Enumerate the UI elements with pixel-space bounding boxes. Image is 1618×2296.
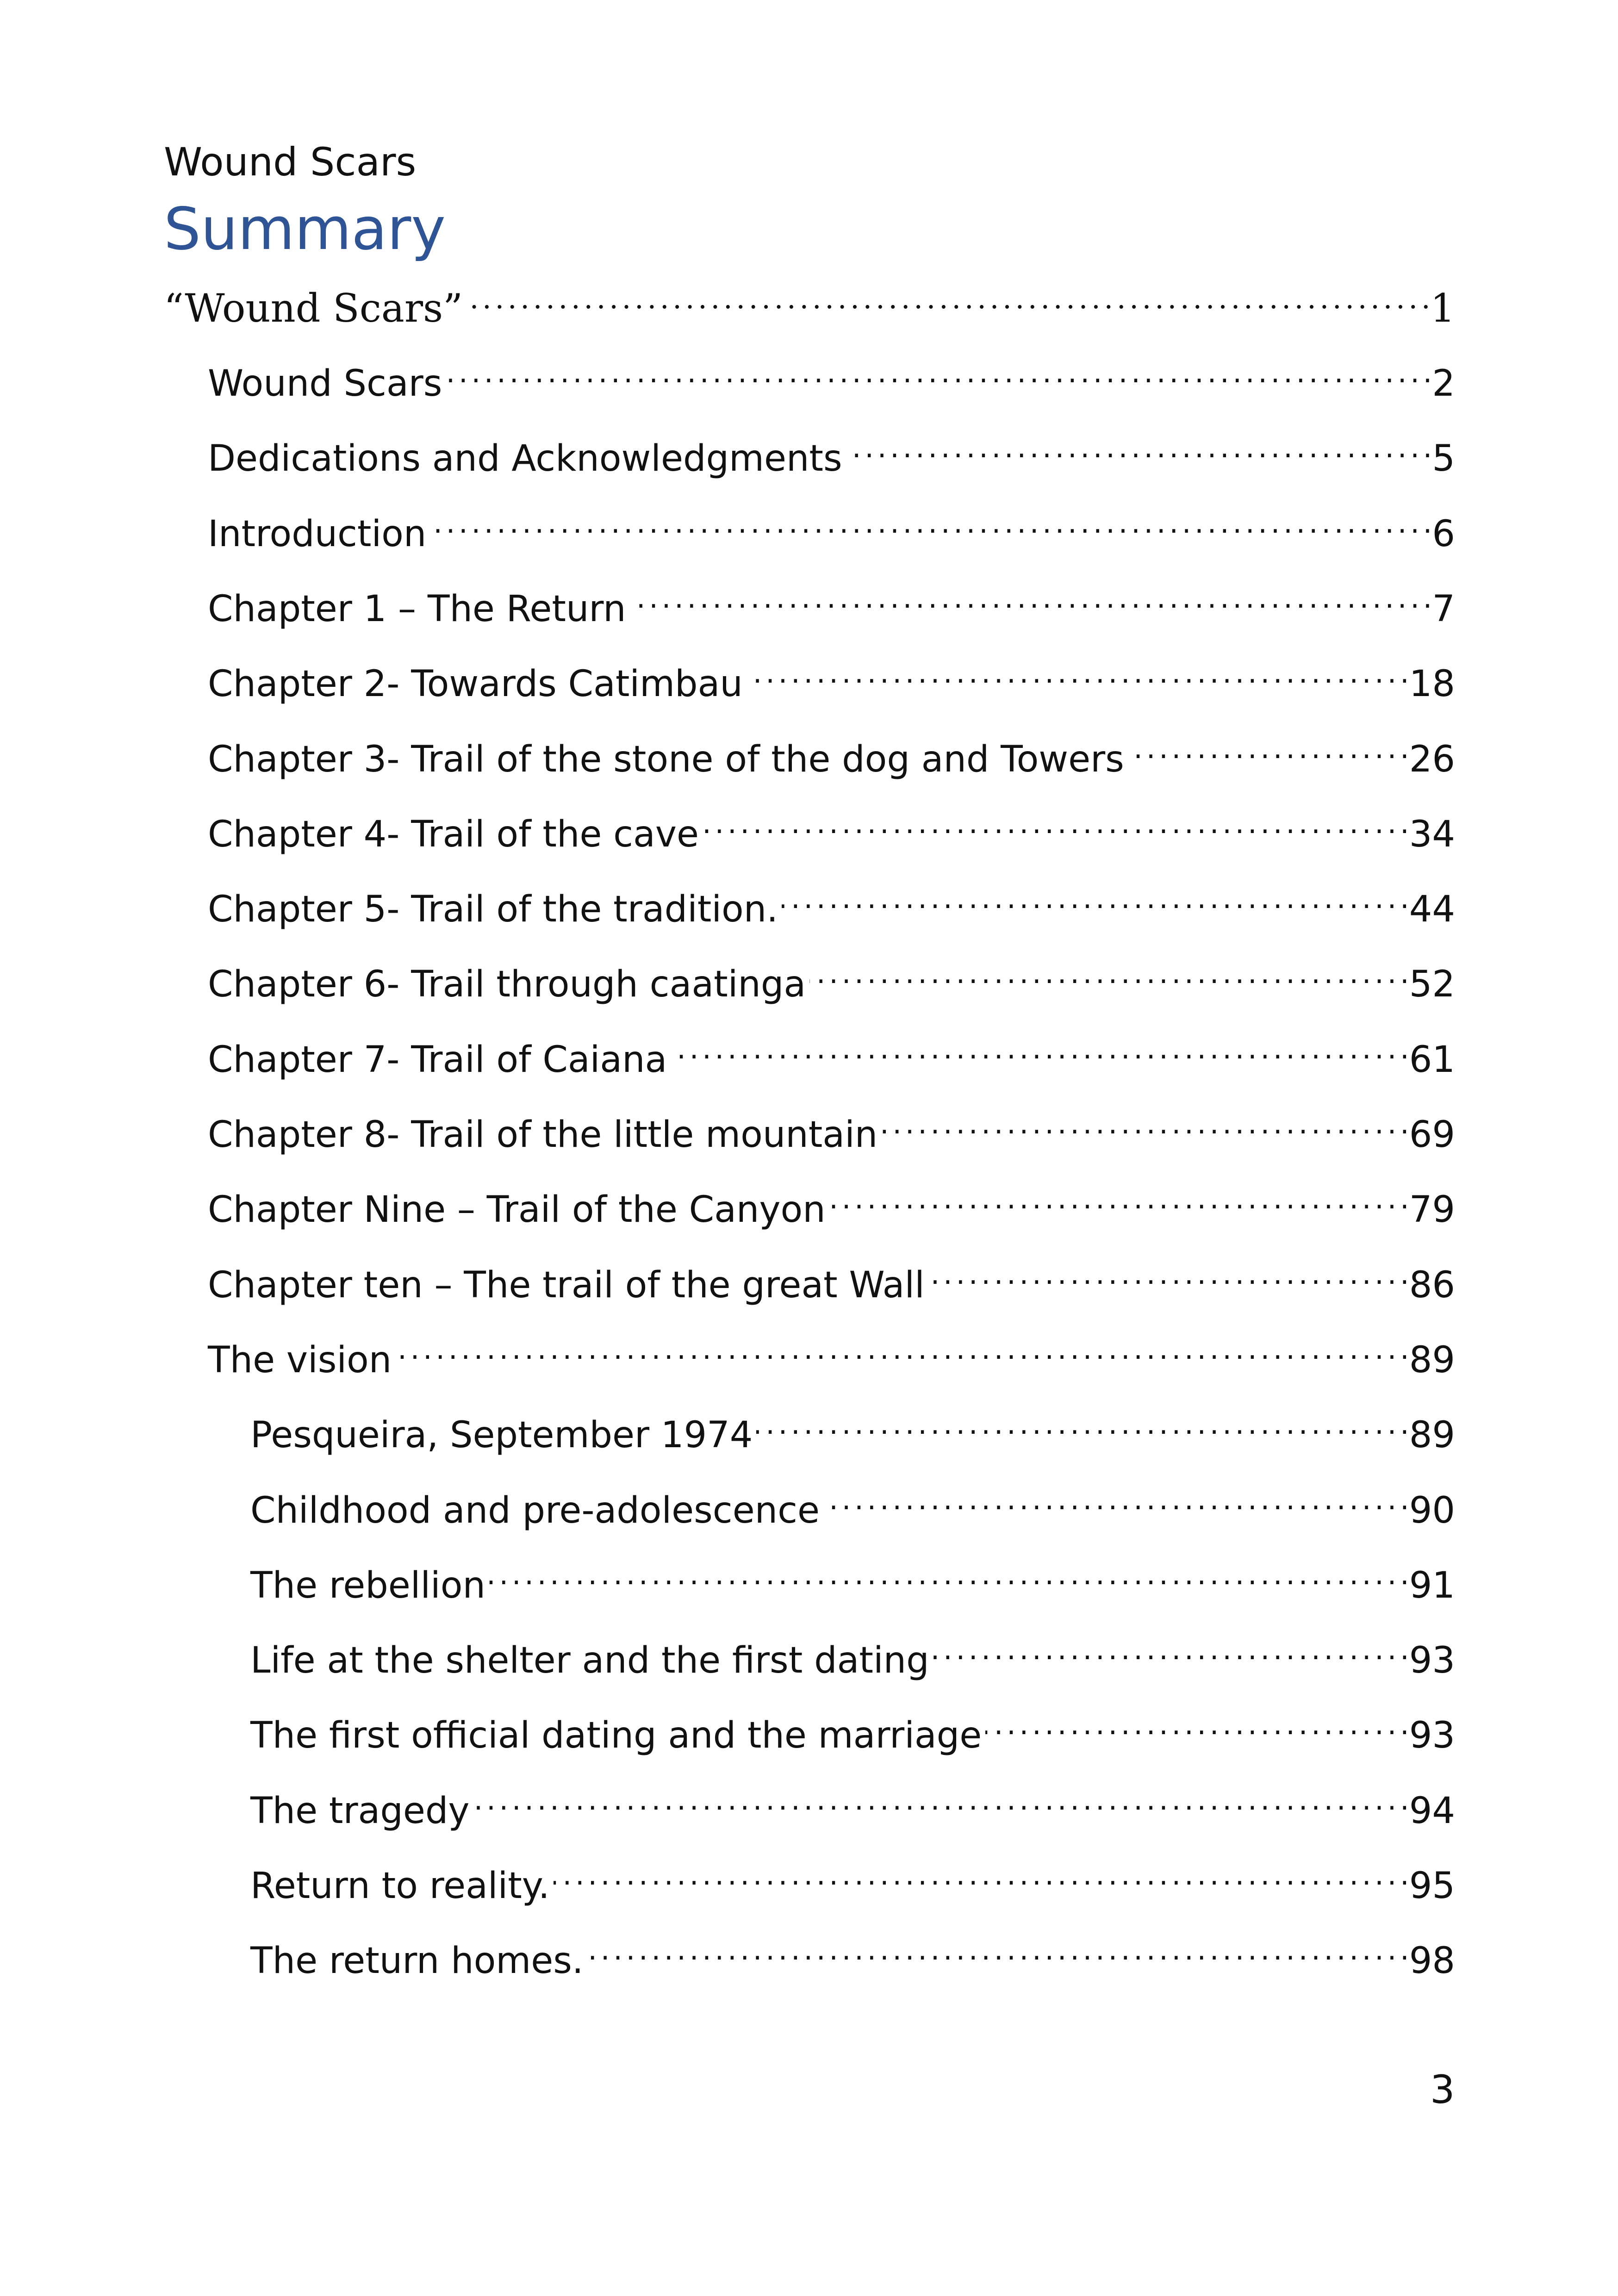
toc-entry-page-number: 18 xyxy=(1409,663,1455,705)
toc-entry[interactable] xyxy=(208,645,1455,709)
toc-dot-leader xyxy=(1128,721,1406,772)
toc-entry-page-number: 90 xyxy=(1409,1490,1455,1531)
toc-entry-page-number: 93 xyxy=(1409,1640,1455,1681)
toc-entry-page-number: 7 xyxy=(1432,588,1455,630)
toc-dot-leader xyxy=(395,1321,1406,1372)
toc-entry-page-number: 6 xyxy=(1432,513,1455,555)
toc-entry-page-number: 61 xyxy=(1409,1039,1455,1081)
toc-entry[interactable] xyxy=(250,1772,1455,1836)
toc-entry[interactable] xyxy=(250,1847,1455,1911)
toc-entry-title: Wound Scars xyxy=(208,363,442,404)
toc-entry-title: Chapter 4- Trail of the cave xyxy=(208,814,699,855)
toc-entry-title: “Wound Scars” xyxy=(164,286,463,331)
toc-entry-page-number: 2 xyxy=(1432,363,1455,404)
toc-dot-leader xyxy=(985,1697,1406,1748)
toc-dot-leader xyxy=(467,271,1428,322)
toc-entry-title: The tragedy xyxy=(250,1790,470,1832)
toc-entry[interactable] xyxy=(208,946,1455,1010)
toc-entry-page-number: 91 xyxy=(1409,1565,1455,1606)
toc-entry-page-number: 44 xyxy=(1409,889,1455,930)
toc-entry[interactable] xyxy=(208,721,1455,785)
toc-entry[interactable] xyxy=(208,796,1455,860)
toc-entry[interactable] xyxy=(164,271,1455,334)
toc-entry-title: Chapter 8- Trail of the little mountain xyxy=(208,1114,878,1156)
toc-entry-page-number: 98 xyxy=(1409,1940,1455,1982)
toc-dot-leader xyxy=(473,1772,1406,1823)
toc-dot-leader xyxy=(809,946,1406,996)
toc-entry-page-number: 79 xyxy=(1409,1189,1455,1231)
toc-dot-leader xyxy=(446,345,1429,396)
toc-dot-leader xyxy=(933,1622,1406,1673)
toc-dot-leader xyxy=(587,1922,1406,1973)
toc-entry-page-number: 52 xyxy=(1409,964,1455,1005)
toc-dot-leader xyxy=(671,1021,1406,1072)
toc-entry-title: Chapter ten – The trail of the great Wall xyxy=(208,1264,925,1306)
toc-dot-leader xyxy=(747,645,1406,696)
toc-entry-page-number: 94 xyxy=(1409,1790,1455,1832)
toc-dot-leader xyxy=(846,420,1430,471)
toc-entry-page-number: 89 xyxy=(1409,1339,1455,1381)
toc-entry-page-number: 1 xyxy=(1430,286,1455,331)
toc-entry-title: Introduction xyxy=(208,513,427,555)
toc-entry-title: Dedications and Acknowledgments xyxy=(208,438,842,479)
toc-dot-leader xyxy=(829,1171,1406,1222)
toc-entry-page-number: 95 xyxy=(1409,1865,1455,1907)
toc-dot-leader xyxy=(703,796,1406,846)
summary-title: Summary xyxy=(164,195,446,263)
running-head: Wound Scars xyxy=(164,139,417,185)
toc-dot-leader xyxy=(881,1096,1406,1147)
toc-entry-page-number: 93 xyxy=(1409,1715,1455,1756)
toc-dot-leader xyxy=(489,1547,1406,1598)
toc-entry[interactable] xyxy=(250,1547,1455,1611)
toc-entry-title: Childhood and pre-adolescence xyxy=(250,1490,820,1531)
toc-dot-leader xyxy=(554,1847,1406,1898)
toc-entry-title: Chapter 7- Trail of Caiana xyxy=(208,1039,667,1081)
toc-entry-page-number: 5 xyxy=(1432,438,1455,479)
toc-entry-title: Chapter 3- Trail of the stone of the dog and Towers xyxy=(208,739,1124,780)
toc-entry-title: Return to reality. xyxy=(250,1865,550,1907)
toc-entry[interactable] xyxy=(208,871,1455,935)
toc-entry-title: Chapter 5- Trail of the tradition. xyxy=(208,889,778,930)
toc-entry-title: Life at the shelter and the first dating xyxy=(250,1640,929,1681)
page-number: 3 xyxy=(1430,2067,1455,2112)
toc-entry-title: The return homes. xyxy=(250,1940,584,1982)
toc-entry-title: Chapter 2- Towards Catimbau xyxy=(208,663,743,705)
toc-entry-title: The rebellion xyxy=(250,1565,485,1606)
toc-dot-leader xyxy=(928,1246,1406,1297)
toc-entry-page-number: 69 xyxy=(1409,1114,1455,1156)
toc-entry[interactable] xyxy=(250,1472,1455,1536)
toc-entry-page-number: 89 xyxy=(1409,1414,1455,1456)
toc-entry[interactable] xyxy=(208,1321,1455,1386)
toc-entry-title: Chapter 6- Trail through caatinga xyxy=(208,964,806,1005)
toc-dot-leader xyxy=(782,871,1406,921)
toc-entry[interactable] xyxy=(250,1922,1455,1986)
toc-entry[interactable] xyxy=(208,495,1455,560)
toc-dot-leader xyxy=(430,495,1429,546)
toc-entry[interactable] xyxy=(250,1697,1455,1761)
toc-entry[interactable] xyxy=(208,345,1455,409)
toc-entry-title: Pesqueira, September 1974 xyxy=(250,1414,753,1456)
toc-entry-title: Chapter Nine – Trail of the Canyon xyxy=(208,1189,826,1231)
toc-entry-page-number: 34 xyxy=(1409,814,1455,855)
toc-dot-leader xyxy=(823,1472,1406,1523)
toc-entry[interactable] xyxy=(208,570,1455,635)
toc-entry[interactable] xyxy=(208,1021,1455,1085)
toc-entry[interactable] xyxy=(208,1096,1455,1160)
toc-entry-page-number: 26 xyxy=(1409,739,1455,780)
toc-entry[interactable] xyxy=(208,1171,1455,1235)
toc-dot-leader xyxy=(756,1396,1406,1447)
toc-entry[interactable] xyxy=(250,1396,1455,1461)
toc-entry-page-number: 86 xyxy=(1409,1264,1455,1306)
toc-dot-leader xyxy=(630,570,1430,621)
toc-entry-title: The first official dating and the marriage xyxy=(250,1715,982,1756)
toc-entry[interactable] xyxy=(208,420,1455,484)
toc-entry-title: Chapter 1 – The Return xyxy=(208,588,626,630)
toc-entry[interactable] xyxy=(208,1246,1455,1311)
toc-entry[interactable] xyxy=(250,1622,1455,1686)
toc-entry-title: The vision xyxy=(208,1339,392,1381)
